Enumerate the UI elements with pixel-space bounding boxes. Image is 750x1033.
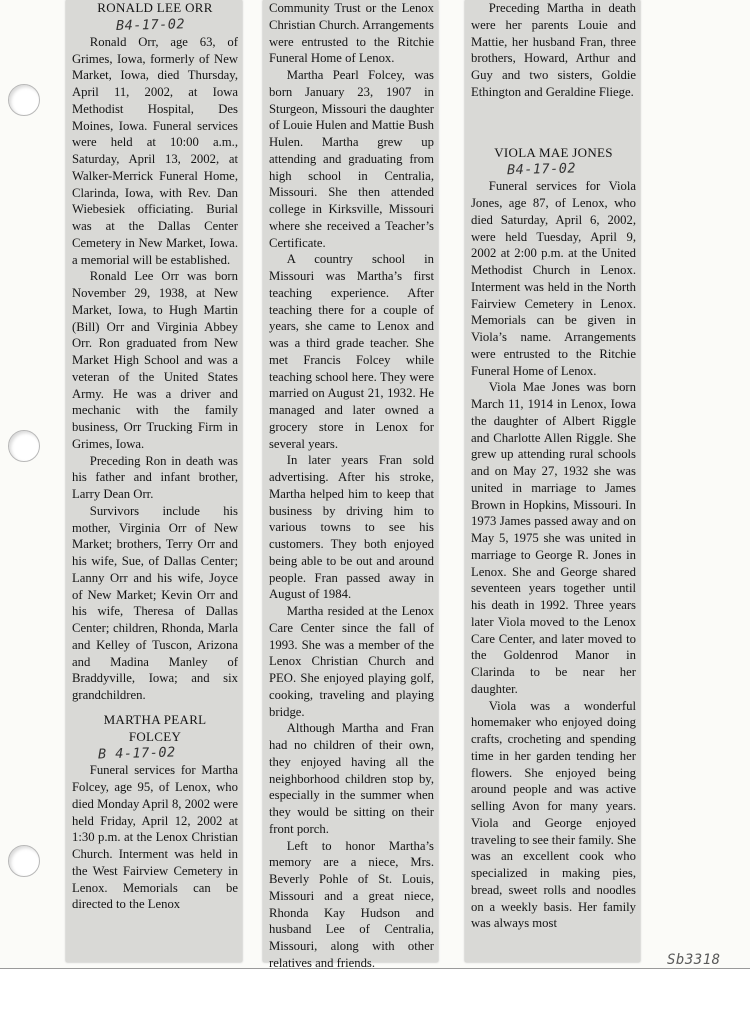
binder-hole-bottom [8, 845, 40, 877]
folcey-paragraph: Although Martha and Fran had no children of their own, they enjoyed having all the neighborhood children stop by, especially in the summer when they would be sitting on their front porch. [269, 721, 434, 836]
orr-paragraph: Ronald Orr, age 63, of Grimes, Iowa, formerly of New Market, Iowa, died Thursday, April 11, 2002, at Iowa Methodist Hospital, Des Moines, Iowa. Funeral services were held at 10:00 a.m., Saturday, April 13, 2002, at Walker-Merrick Funeral Home, Clarinda, Iowa, with Rev. Dan Wiebesiek officiating. Burial was at the Dallas Center Cemetery in New Market, Iowa. a memorial will be established. [72, 34, 238, 267]
clipping-column-1 [66, 0, 242, 962]
jones-paragraph: Viola was a wonderful homemaker who enjoyed doing crafts, crocheting and spending time in her garden tending her flowers. She enjoyed being around people and was active selling Avon for many years. Viola and George enjoyed traveling to see their family. She was an excellent cook who specialized in making pies, bread, sweet rolls and noodles on a weekly basis. Her family was always most [471, 698, 636, 931]
handwritten-date-jones: B4-17-02 [506, 160, 577, 179]
folcey-paragraph: Left to honor Martha’s memory are a niece, Mrs. Beverly Pohle of St. Louis, Missouri and a great niece, Rhonda Kay Hudson and husband Lee of Centralia, Missouri, along with other relatives and friends. [269, 838, 434, 970]
folcey-paragraph: Martha Pearl Folcey, was born January 23, 1907 in Sturgeon, Missouri the daughter of Louie Hulen and Mattie Bush Hulen. Martha grew up attending and graduating from high school in Centralia, Missouri. She then attended college in Kirksville, Missouri where she received a Teacher’s Certificate. [269, 68, 434, 250]
binder-hole-top [8, 84, 40, 116]
jones-paragraph: Funeral services for Viola Jones, age 87, of Lenox, who died Saturday, April 6, 2002, were held Tuesday, April 9, 2002 at 2:00 p.m. at the United Methodist Church in Lenox. Interment was held in the North Fairview Cemetery in Lenox. Memorials can be given in Viola’s name. Arrangements were entrusted to the Ritchie Funeral Home of Lenox. [471, 179, 636, 378]
orr-paragraph: Survivors include his mother, Virginia Orr of New Market; brothers, Terry Orr and his wife, Sue, of Dallas Center; Lanny Orr and his wife, Joyce of New Market; Kevin Orr and his wife, Theresa of Dallas Center; children, Rhonda, Marla and Kelley of Tuscon, Arizona and Madina Manley of Braddyville, Iowa; and six grandchildren. [72, 503, 238, 702]
jones-paragraph: Viola Mae Jones was born March 11, 1914 in Lenox, Iowa the daughter of Albert Riggle and Charlotte Allen Riggle. She grew up attending rural schools and on May 27, 1932 she was united in marriage to James Brown in Hopkins, Missouri. In 1973 James passed away and on May 5, 1975 she was united in marriage to George R. Jones in Lenox. She and George shared seventeen years together until his death in 1992. Three years later Viola moved to the Lenox Care Center, and later moved to the Goldenrod Manor in Clarinda to be near her daughter. [471, 380, 636, 696]
folcey-paragraph: Martha resided at the Lenox Care Center since the fall of 1993. She was a member of the Lenox Christian Church and PEO. She enjoyed playing golf, cooking, traveling and playing bridge. [269, 604, 434, 719]
handwritten-date-orr: B4-17-02 [115, 15, 186, 34]
clipping-column-3 [465, 0, 640, 962]
orr-paragraph: Ronald Lee Orr was born November 29, 1938, at New Market, Iowa, to Hugh Martin (Bill) Orr and Virginia Abbey Orr. Ron graduated from New Market High School and was a veteran of the United States Army. He was a driver and mechanic with the family business, Orr Trucking Firm in Grimes, Iowa. [72, 269, 238, 451]
folcey-paragraph: Preceding Martha in death were her parents Louie and Mattie, her husband Fran, three brothers, Howard, Arthur and Guy and two sisters, Goldie Ethington and Geraldine Fliege. [471, 1, 636, 99]
folcey-paragraph: A country school in Missouri was Martha’s first teaching experience. After teaching there for a couple of years, she came to Lenox and was a third grade teacher. She met Francis Folcey while teaching school here. They were married on August 21, 1932. He managed and later owned a grocery store in Lenox for several years. [269, 252, 434, 451]
orr-paragraph: Preceding Ron in death was his father and infant brother, Larry Dean Orr. [72, 453, 238, 501]
folcey-paragraph: Funeral services for Martha Folcey, age 95, of Lenox, who died Monday April 8, 2002 were held Friday, April 12, 2002 at 1:30 p.m. at the Lenox Christian Church. Interment was held in the West Fairview Cemetery in Lenox. Memorials can be directed to the Lenox [72, 763, 238, 912]
folcey-paragraph: In later years Fran sold advertising. After his stroke, Martha helped him to keep that business by driving him to various towns to see his customers. They both enjoyed being able to be out and around people. Fran passed away in August of 1984. [269, 453, 434, 602]
folcey-paragraph: Community Trust or the Lenox Christian Church. Arrangements were entrusted to the Ritchie Funeral Home of Lenox. [269, 1, 434, 66]
obituary-title-jones: VIOLA MAE JONES [494, 144, 613, 160]
obituary-title-orr: RONALD LEE ORR [97, 0, 213, 15]
handwritten-date-folcey: B 4-17-02 [97, 744, 176, 763]
binder-hole-middle [8, 430, 40, 462]
obituary-title-folcey: MARTHA PEARL FOLCEY [103, 711, 207, 744]
clipping-column-2 [263, 0, 438, 970]
handwritten-page-note: Sb3318 [667, 952, 721, 968]
